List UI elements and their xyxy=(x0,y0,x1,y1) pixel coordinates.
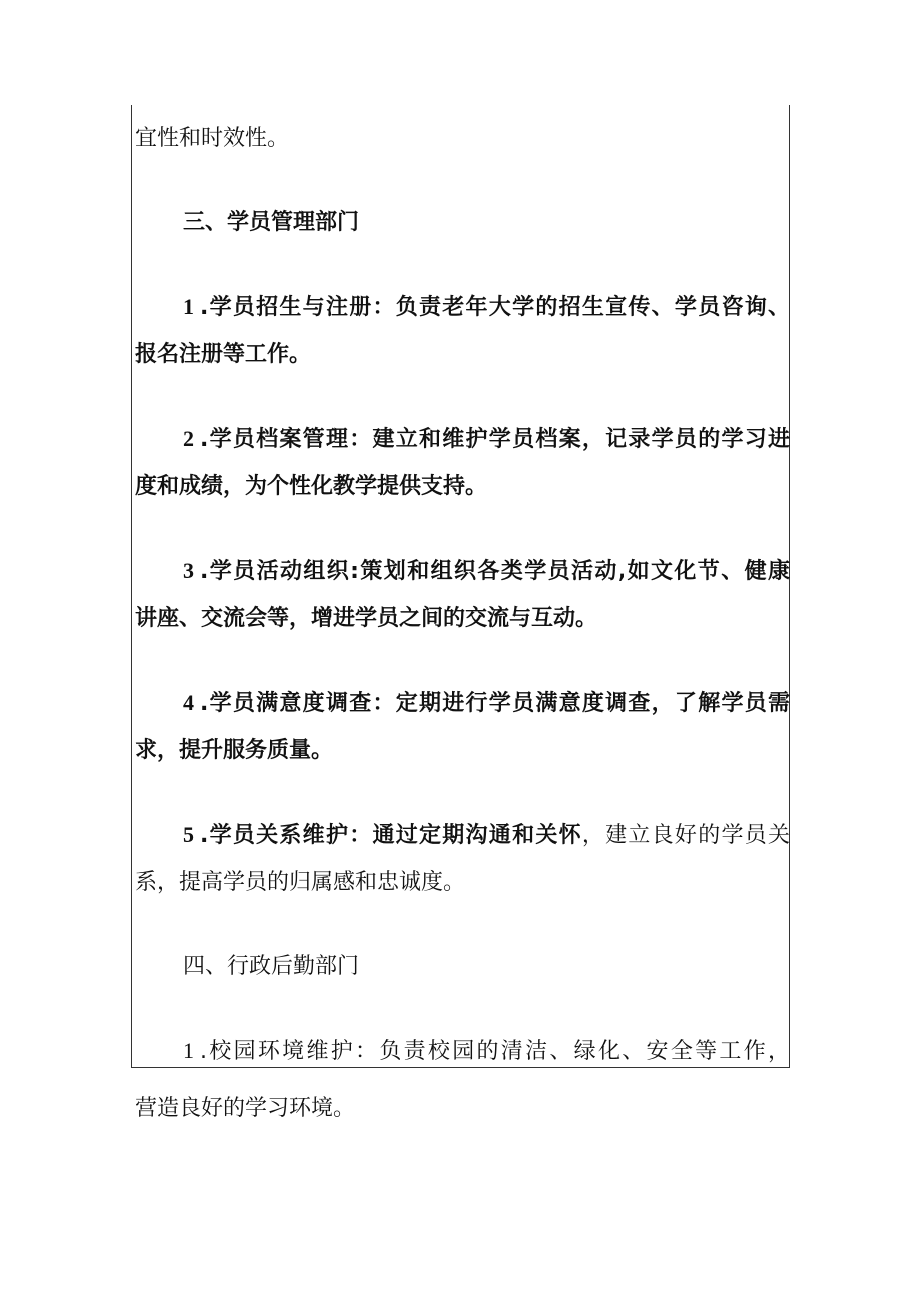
item-number: 4 xyxy=(183,690,194,715)
item-2-line-1 xyxy=(183,424,790,455)
item-6-line-2: 营造良好的学习环境。 xyxy=(135,1096,356,1121)
item-number: 2 xyxy=(183,426,194,451)
item-text: .校园环境维护：负责校园的清洁、绿化、安全等工作， xyxy=(200,1039,790,1064)
paragraph-line: 宜性和时效性。 xyxy=(135,126,290,151)
item-2-line-2: 度和成绩，为个性化教学提供支持。 xyxy=(135,474,488,499)
item-text: .学员档案管理：建立和维护学员档案，记录学员的学习进 xyxy=(200,427,790,452)
item-text: .学员招生与注册：负责老年大学的招生宣传、学员咨询、 xyxy=(200,295,790,320)
item-1-line-1 xyxy=(183,292,790,323)
item-4-line-1 xyxy=(183,688,790,719)
item-number: 1 xyxy=(183,1038,194,1063)
item-text: .学员活动组织:策划和组织各类学员活动,如文化节、健康 xyxy=(200,559,790,584)
item-4-line-2: 求，提升服务质量。 xyxy=(135,738,334,763)
item-number: 3 xyxy=(183,558,194,583)
item-3-line-1 xyxy=(183,556,790,587)
item-5-line-2: 系，提高学员的归属感和忠诚度。 xyxy=(135,870,466,895)
item-5-line-1 xyxy=(183,820,790,851)
item-1-line-2: 报名注册等工作。 xyxy=(135,342,312,367)
item-text-bold: .学员关系维护：通过定期沟通和关怀 xyxy=(200,823,582,848)
item-3-line-2: 讲座、交流会等，增进学员之间的交流与互动。 xyxy=(135,606,598,631)
item-6-line-1 xyxy=(183,1036,790,1067)
item-text: ，建立良好的学员关 xyxy=(581,823,790,848)
item-number: 1 xyxy=(183,294,194,319)
item-number: 5 xyxy=(183,822,194,847)
section-heading-admin-logistics: 四、行政后勤部门 xyxy=(183,954,360,979)
item-text: .学员满意度调查：定期进行学员满意度调查，了解学员需 xyxy=(200,691,790,716)
section-heading-student-management: 三、学员管理部门 xyxy=(183,210,360,235)
